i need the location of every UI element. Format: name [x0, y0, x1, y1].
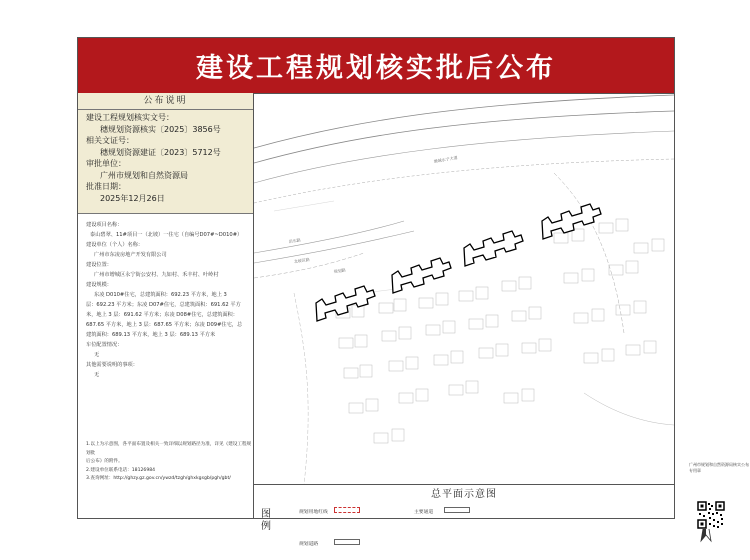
site-plan-drawing — [254, 93, 674, 485]
legend-swatch-redline — [334, 507, 360, 513]
building-outline — [392, 258, 451, 293]
notice-board — [77, 37, 675, 547]
scale-line: 687.65 平方米，地上 3 层：687.65 平方米；东凌 D09#住宅，总 — [86, 322, 243, 328]
location: 广州市增城区永宁街公安村、九如村、禾丰村、叶岭村 — [94, 272, 219, 278]
qr-code-icon[interactable] — [697, 501, 725, 529]
building-outline — [542, 204, 601, 239]
other-label: 其他需要说明的事项： — [86, 362, 138, 368]
legend-swatch-channel — [444, 507, 470, 513]
new-buildings — [316, 204, 601, 321]
approval-authority: 广州市规划和自然资源局 — [100, 170, 188, 180]
stamp-text: 广州市规划和自然资源局核实公布专用章 — [689, 462, 749, 473]
scale-line: 东凌 D010#住宅，总建筑面积：692.23 平方米，地上 3 — [94, 292, 227, 298]
page-title: 建设工程规划核实批后公布 — [78, 38, 674, 94]
scale-label: 建设规模： — [86, 282, 112, 288]
note-line: 3.查询网址：http://ghzy.gz.gov.cn/ywzd/tzgh/ghxkgsgb/pgh/gbt/ — [86, 476, 231, 481]
approval-date: 2025年12月26日 — [100, 193, 165, 203]
legend-swatch-road — [334, 539, 360, 545]
legend-title: 图例 — [261, 509, 271, 532]
approval-date-label: 批准日期： — [86, 182, 126, 191]
left-panel — [78, 93, 254, 519]
road-label: 规划路 — [333, 267, 347, 274]
parking-label: 车位配置情况： — [86, 342, 123, 348]
building-outline — [316, 286, 375, 321]
note-line: 后公布》的附件。 — [86, 459, 123, 464]
legend-item-label: 规划用地红线 — [299, 510, 328, 515]
notes — [86, 441, 253, 484]
notice-heading: 公布说明 — [78, 93, 253, 110]
approval-number-label: 建设工程规划核实文号： — [86, 113, 174, 122]
project-name: 泰山碧翠、11#项目一（北坡）一住宅（自编号D07#~D010#） — [90, 232, 243, 238]
scale-line: 建筑面积：689.13 平方米，地上 3 层：689.13 平方米 — [86, 332, 216, 338]
road-label: 沿东路 — [288, 237, 302, 244]
approval-number: 穗规划资源核实〔2025〕3856号 — [100, 124, 221, 134]
notice-info — [78, 110, 253, 214]
road-label: 增城永宁大道 — [433, 154, 458, 164]
related-doc-label: 相关文证号： — [86, 136, 134, 145]
scale-line: 层：692.23 平方米；东凌 D07#住宅，总建筑面积：691.62 平方 — [86, 302, 241, 308]
legend — [254, 500, 674, 556]
project-name-label: 建设项目名称： — [86, 222, 123, 228]
unit-label: 建设单位（个人）名称： — [86, 242, 144, 248]
parking-value: 无 — [94, 352, 100, 358]
site-plan-title: 总平面示意图 — [431, 489, 497, 500]
scale-line: 米，地上 3 层：691.62 平方米；东凌 D08#住宅，总建筑面积： — [86, 312, 238, 318]
unit-name: 广州市东凌房地产开发有限公司 — [94, 252, 167, 258]
note-line: 2.建设单位联系电话：18126984 — [86, 467, 156, 473]
legend-item-label: 规划道路 — [299, 542, 319, 547]
related-doc-number: 穗规划资源建证〔2023〕5712号 — [100, 147, 221, 157]
other-value: 无 — [94, 372, 100, 378]
legend-item-label: 主要通道 — [414, 510, 434, 515]
note-line: 1.以上为示意图，各平面布置及相关一致详细以规划路径为准，详见《建设工程规划批 — [86, 442, 252, 456]
location-label: 建设位置： — [86, 262, 112, 268]
road-label: 北坡区路 — [293, 256, 310, 264]
site-plan-map — [254, 93, 674, 485]
building-outline — [464, 231, 523, 266]
approval-authority-label: 审批单位： — [86, 159, 126, 168]
project-details — [78, 214, 253, 380]
